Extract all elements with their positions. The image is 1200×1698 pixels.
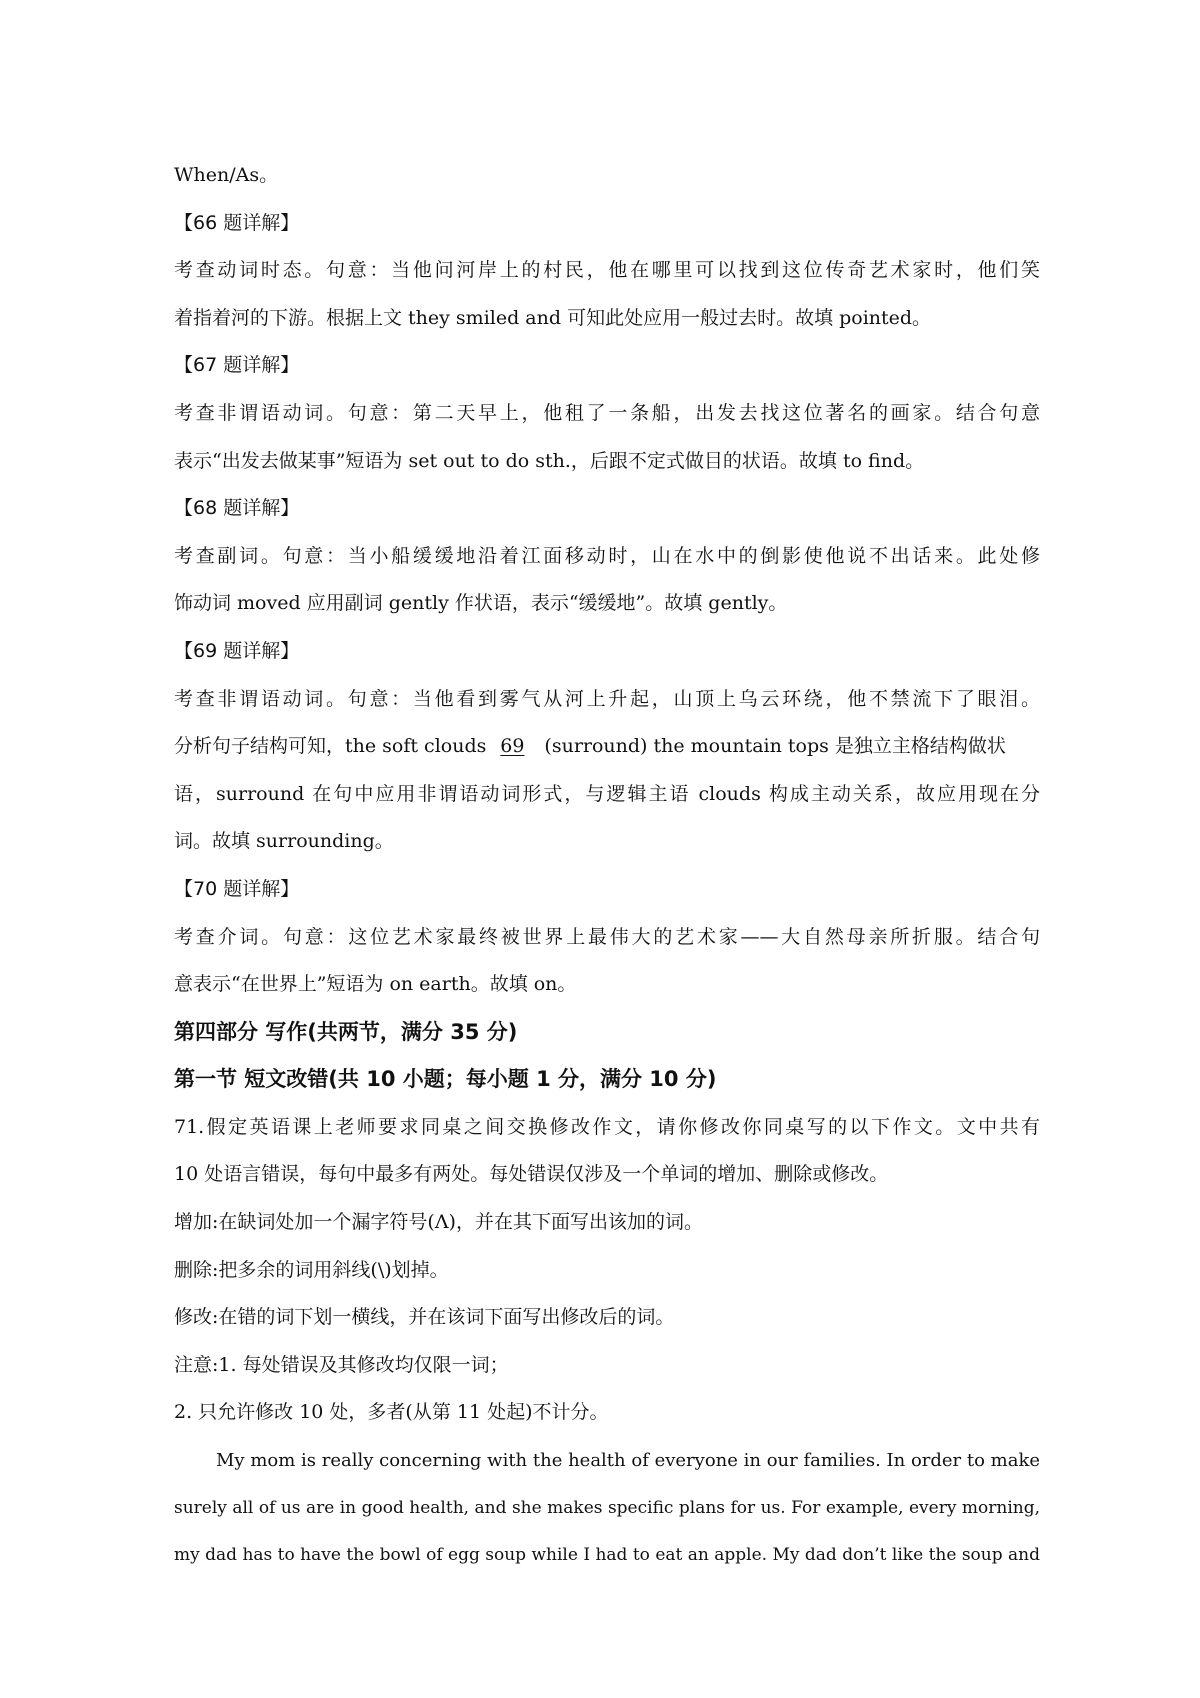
essay-line: surely all of us are in good health, and she makes specific plans for us. For example, every morning, [174, 1497, 1040, 1518]
explanation-line: 语，surround 在句中应用非谓语动词形式，与逻辑主语 clouds 构成主动关系，故应用现在分 [174, 782, 1040, 805]
explanation-line: 饰动词 moved 应用副词 gently 作状语，表示“缓缓地”。故填 gently。 [174, 592, 788, 615]
explanation-line: 考查非谓语动词。句意：第二天早上，他租了一条船，出发去找这位著名的画家。结合句意 [174, 401, 1040, 424]
line-text-before-blank: 分析句子结构可知，the soft clouds [174, 735, 487, 758]
note-2: 2. 只允许修改 10 处，多者(从第 11 处起)不计分。 [174, 1401, 609, 1424]
answer-continuation: When/As。 [174, 164, 279, 186]
explanation-line: 考查非谓语动词。句意：当他看到雾气从河上升起，山顶上乌云环绕，他不禁流下了眼泪。 [174, 687, 1040, 710]
section-heading: 第一节 短文改错(共 10 小题；每小题 1 分，满分 10 分) [174, 1067, 717, 1092]
section-tag-67: 【67 题详解】 [174, 354, 300, 377]
explanation-line: 考查动词时态。句意：当他问河岸上的村民，他在哪里可以找到这位传奇艺术家时，他们笑 [174, 259, 1040, 282]
explanation-line: 考查介词。句意：这位艺术家最终被世界上最伟大的艺术家——大自然母亲所折服。结合句 [174, 925, 1040, 948]
section-tag-69: 【69 题详解】 [174, 639, 300, 662]
explanation-line: 表示“出发去做某事”短语为 set out to do sth.，后跟不定式做目的状语。故填 to find。 [174, 449, 925, 472]
explanation-line: 考查副词。句意：当小船缓缓地沿着江面移动时，山在水中的倒影使他说不出话来。此处修 [174, 544, 1040, 567]
explanation-line: 意表示“在世界上”短语为 on earth。故填 on。 [174, 973, 577, 996]
essay-line: My mom is really concerning with the health of everyone in our families. In order to make [216, 1450, 1041, 1472]
section-tag-68: 【68 题详解】 [174, 497, 300, 520]
question-instruction: 71.假定英语课上老师要求同桌之间交换修改作文，请你修改你同桌写的以下作文。文中共有 [174, 1115, 1040, 1138]
line-text-after-blank: (surround) the mountain tops 是独立主格结构做状 [538, 735, 1006, 758]
explanation-line: 着指着河的下游。根据上文 they smiled and 可知此处应用一般过去时。故填 pointed。 [174, 306, 932, 329]
document-body [174, 152, 1040, 1580]
section-tag-66: 【66 题详解】 [174, 211, 300, 234]
section-tag-70: 【70 题详解】 [174, 877, 300, 900]
essay-line: my dad has to have the bowl of egg soup while I had to eat an apple. My dad don’t like the soup and [174, 1545, 1040, 1566]
rule-delete: 删除:把多余的词用斜线(\)划掉。 [174, 1258, 449, 1281]
explanation-line-with-blank [174, 723, 1040, 771]
blank-number: 69 [500, 735, 525, 758]
part-heading: 第四部分 写作(共两节，满分 35 分) [174, 1019, 518, 1044]
explanation-line: 词。故填 surrounding。 [174, 830, 394, 853]
question-instruction: 10 处语言错误，每句中最多有两处。每处错误仅涉及一个单词的增加、删除或修改。 [174, 1163, 889, 1186]
rule-modify: 修改:在错的词下划一横线，并在该词下面写出修改后的词。 [174, 1306, 675, 1329]
note-1: 注意:1. 每处错误及其修改均仅限一词； [174, 1353, 509, 1376]
rule-add: 增加:在缺词处加一个漏字符号(Λ)，并在其下面写出该加的词。 [174, 1211, 703, 1234]
